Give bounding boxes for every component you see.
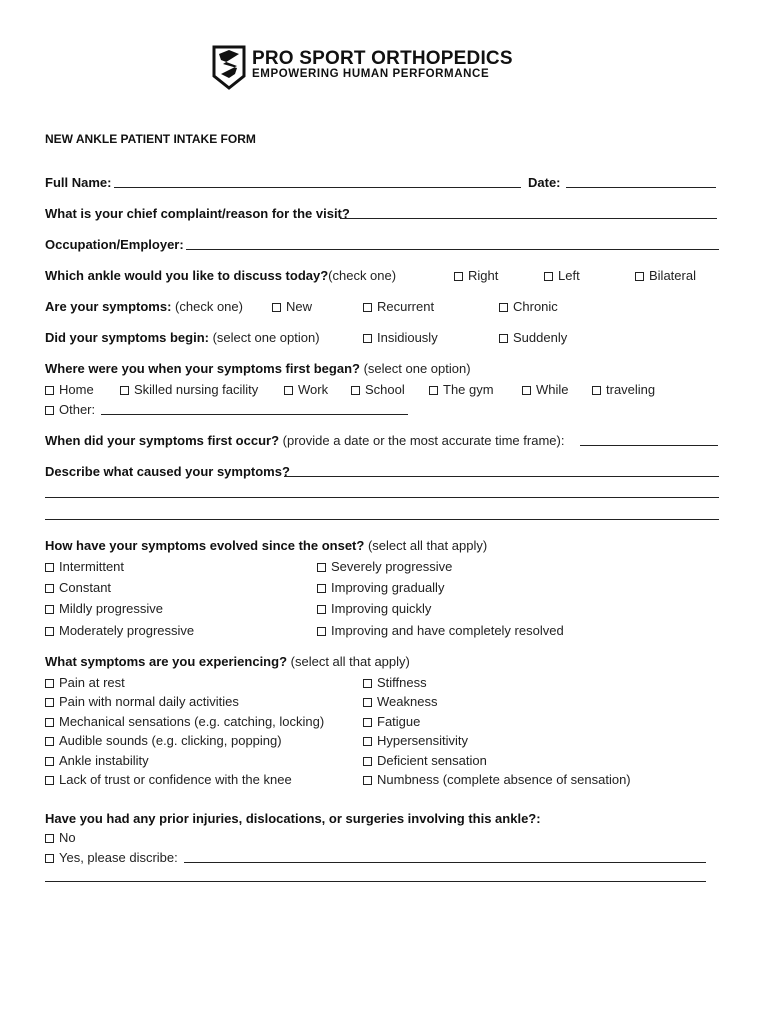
checkbox[interactable] (45, 776, 54, 785)
occupation-field[interactable] (186, 249, 719, 250)
checkbox[interactable] (317, 563, 326, 572)
checkbox[interactable] (522, 386, 531, 395)
symptoms-option-recurrent[interactable]: Recurrent (363, 299, 434, 314)
evolved-option[interactable]: Mildly progressive (45, 601, 163, 616)
checkbox[interactable] (363, 757, 372, 766)
symptoms-type-question: Are your symptoms: (check one) (45, 299, 243, 314)
ankle-option-bilateral[interactable]: Bilateral (635, 268, 696, 283)
checkbox[interactable] (363, 334, 372, 343)
brand-logo (211, 44, 531, 92)
evolved-option[interactable]: Improving quickly (317, 601, 431, 616)
location-option-school[interactable]: School (351, 382, 405, 397)
checkbox[interactable] (45, 698, 54, 707)
checkbox[interactable] (45, 718, 54, 727)
checkbox[interactable] (363, 698, 372, 707)
prior-describe-field-line-1[interactable] (184, 862, 706, 863)
checkbox[interactable] (363, 303, 372, 312)
checkbox[interactable] (499, 334, 508, 343)
experiencing-option[interactable]: Fatigue (363, 714, 420, 729)
checkbox[interactable] (284, 386, 293, 395)
experiencing-option[interactable]: Mechanical sensations (e.g. catching, locking) (45, 714, 324, 729)
checkbox[interactable] (317, 584, 326, 593)
evolved-question: How have your symptoms evolved since the onset? (select all that apply) (45, 538, 488, 553)
begin-option-suddenly[interactable]: Suddenly (499, 330, 567, 345)
brand-tagline: EMPOWERING HUMAN PERFORMANCE (252, 68, 490, 80)
experiencing-option[interactable]: Deficient sensation (363, 753, 487, 768)
evolved-option[interactable]: Constant (45, 580, 111, 595)
date-field[interactable] (566, 187, 716, 188)
ankle-question: Which ankle would you like to discuss today?(check one) (45, 268, 397, 283)
prior-injuries-question: Have you had any prior injuries, dislocations, or surgeries involving this ankle?: (45, 811, 541, 826)
checkbox[interactable] (45, 563, 54, 572)
cause-field-line-3[interactable] (45, 519, 719, 520)
checkbox[interactable] (45, 854, 54, 863)
checkbox[interactable] (363, 718, 372, 727)
occupation-label: Occupation/Employer: (45, 237, 184, 252)
location-option-traveling[interactable]: traveling (592, 382, 655, 397)
experiencing-option[interactable]: Numbness (complete absence of sensation) (363, 772, 631, 787)
form-title: NEW ANKLE PATIENT INTAKE FORM (45, 132, 256, 146)
checkbox[interactable] (592, 386, 601, 395)
checkbox[interactable] (429, 386, 438, 395)
ankle-option-left[interactable]: Left (544, 268, 580, 283)
experiencing-option[interactable]: Weakness (363, 694, 437, 709)
location-option-work[interactable]: Work (284, 382, 328, 397)
shield-logo-icon (211, 44, 247, 90)
evolved-option[interactable]: Improving and have completely resolved (317, 623, 564, 638)
checkbox[interactable] (45, 386, 54, 395)
location-option-gym[interactable]: The gym (429, 382, 494, 397)
full-name-label: Full Name: (45, 175, 112, 190)
chief-complaint-label: What is your chief complaint/reason for the visit? (45, 206, 350, 221)
checkbox[interactable] (45, 605, 54, 614)
location-other-field[interactable] (101, 414, 408, 415)
checkbox[interactable] (363, 737, 372, 746)
evolved-option[interactable]: Moderately progressive (45, 623, 194, 638)
checkbox[interactable] (120, 386, 129, 395)
chief-complaint-field[interactable] (340, 218, 717, 219)
first-occur-field[interactable] (580, 445, 718, 446)
brand-name: PRO SPORT ORTHOPEDICS (252, 48, 513, 69)
symptoms-option-chronic[interactable]: Chronic (499, 299, 558, 314)
cause-field-line-2[interactable] (45, 497, 719, 498)
date-label: Date: (528, 175, 561, 190)
cause-question: Describe what caused your symptoms? (45, 464, 290, 479)
first-occur-question: When did your symptoms first occur? (provide a date or the most accurate time frame): (45, 433, 565, 448)
experiencing-option[interactable]: Lack of trust or confidence with the knee (45, 772, 292, 787)
location-option-home[interactable]: Home (45, 382, 94, 397)
experiencing-option[interactable]: Ankle instability (45, 753, 149, 768)
checkbox[interactable] (499, 303, 508, 312)
checkbox[interactable] (272, 303, 281, 312)
checkbox[interactable] (45, 584, 54, 593)
location-question: Where were you when your symptoms first began? (select one option) (45, 361, 471, 376)
symptoms-begin-question: Did your symptoms begin: (select one option) (45, 330, 320, 345)
experiencing-option[interactable]: Audible sounds (e.g. clicking, popping) (45, 733, 282, 748)
checkbox[interactable] (45, 406, 54, 415)
checkbox[interactable] (45, 679, 54, 688)
experiencing-option[interactable]: Pain at rest (45, 675, 125, 690)
checkbox[interactable] (363, 679, 372, 688)
checkbox[interactable] (635, 272, 644, 281)
location-option-other[interactable]: Other: (45, 402, 95, 417)
location-option-skilled-nursing[interactable]: Skilled nursing facility (120, 382, 258, 397)
experiencing-question: What symptoms are you experiencing? (select all that apply) (45, 654, 410, 669)
evolved-option[interactable]: Improving gradually (317, 580, 444, 595)
checkbox[interactable] (45, 757, 54, 766)
checkbox[interactable] (544, 272, 553, 281)
experiencing-option[interactable]: Stiffness (363, 675, 427, 690)
checkbox[interactable] (363, 776, 372, 785)
experiencing-option[interactable]: Hypersensitivity (363, 733, 468, 748)
full-name-field[interactable] (114, 187, 521, 188)
location-option-while[interactable]: While (522, 382, 569, 397)
evolved-option[interactable]: Severely progressive (317, 559, 452, 574)
checkbox[interactable] (317, 605, 326, 614)
evolved-option[interactable]: Intermittent (45, 559, 124, 574)
checkbox[interactable] (45, 834, 54, 843)
cause-field-line-1[interactable] (284, 476, 719, 477)
prior-option-yes[interactable]: Yes, please discribe: (45, 850, 178, 865)
checkbox[interactable] (454, 272, 463, 281)
begin-option-insidiously[interactable]: Insidiously (363, 330, 438, 345)
prior-describe-field-line-2[interactable] (45, 881, 706, 882)
checkbox[interactable] (317, 627, 326, 636)
prior-option-no[interactable]: No (45, 830, 76, 845)
checkbox[interactable] (45, 737, 54, 746)
ankle-option-right[interactable]: Right (454, 268, 498, 283)
experiencing-option[interactable]: Pain with normal daily activities (45, 694, 239, 709)
checkbox[interactable] (351, 386, 360, 395)
checkbox[interactable] (45, 627, 54, 636)
symptoms-option-new[interactable]: New (272, 299, 312, 314)
